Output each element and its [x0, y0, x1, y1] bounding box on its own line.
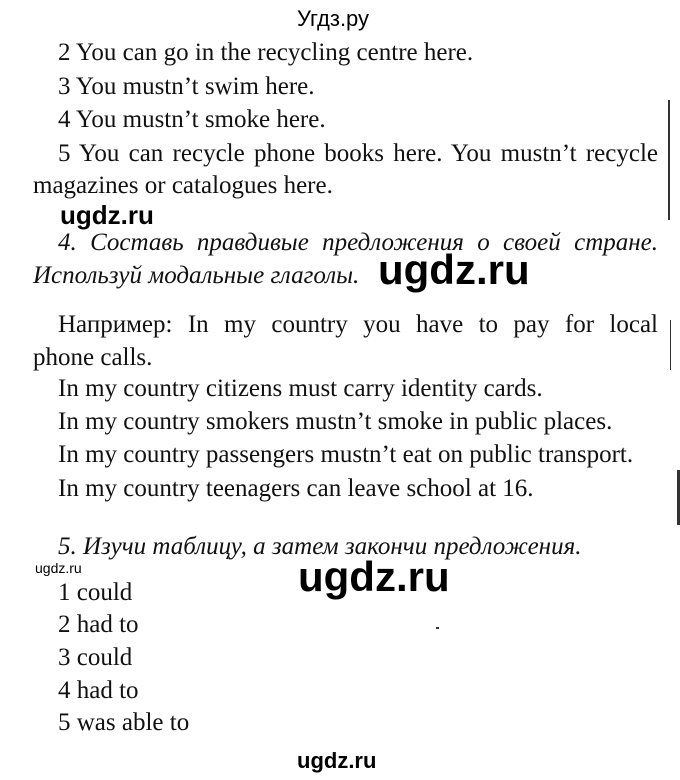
task5-answer: 4 had to [58, 677, 139, 704]
task5-watermark: ugdz.ru [298, 553, 450, 600]
footer-watermark: ugdz.ru [297, 748, 377, 773]
task5-answer: 2 had to [58, 611, 139, 638]
task4-watermark: ugdz.ru [378, 246, 530, 293]
answer-line: 4 You mustn’t smoke here. [58, 106, 326, 133]
task5-answer: 3 could [58, 644, 133, 671]
scan-artifact [436, 627, 439, 629]
header-watermark: Угдз.ру [297, 6, 370, 31]
task5-small-watermark: ugdz.ru [35, 560, 82, 576]
answer-line: 3 You mustn’t swim here. [58, 73, 315, 100]
task4-sentence: In my country passengers mustn’t eat on public transport. [58, 441, 634, 468]
task4-example-line1: Например: In my country you have to pay for local [58, 311, 658, 338]
answer-line: magazines or catalogues here. [33, 172, 333, 199]
task4-title-line1: 4. Составь правдивые предложения о своей стране. [58, 229, 658, 256]
task4-sentence: In my country citizens must carry identity cards. [58, 375, 543, 402]
task4-title-line2: Используй модальные глаголы. [33, 262, 360, 289]
section3-watermark: ugdz.ru [60, 200, 154, 230]
answer-line: 2 You can go in the recycling centre here. [58, 39, 474, 66]
answer-line: 5 You can recycle phone books here. You mustn’t recycle [58, 140, 658, 167]
task4-example-line2: phone calls. [33, 344, 153, 371]
task5-answer: 5 was able to [58, 709, 190, 736]
scan-artifact [670, 320, 671, 370]
task4-sentence: In my country teenagers can leave school at 16. [58, 475, 534, 502]
task5-title: 5. Изучи таблицу, а затем закончи предложения. [58, 533, 582, 560]
task4-sentence: In my country smokers mustn’t smoke in public places. [58, 408, 613, 435]
scan-artifact [668, 100, 670, 220]
task5-answer: 1 could [58, 579, 133, 606]
